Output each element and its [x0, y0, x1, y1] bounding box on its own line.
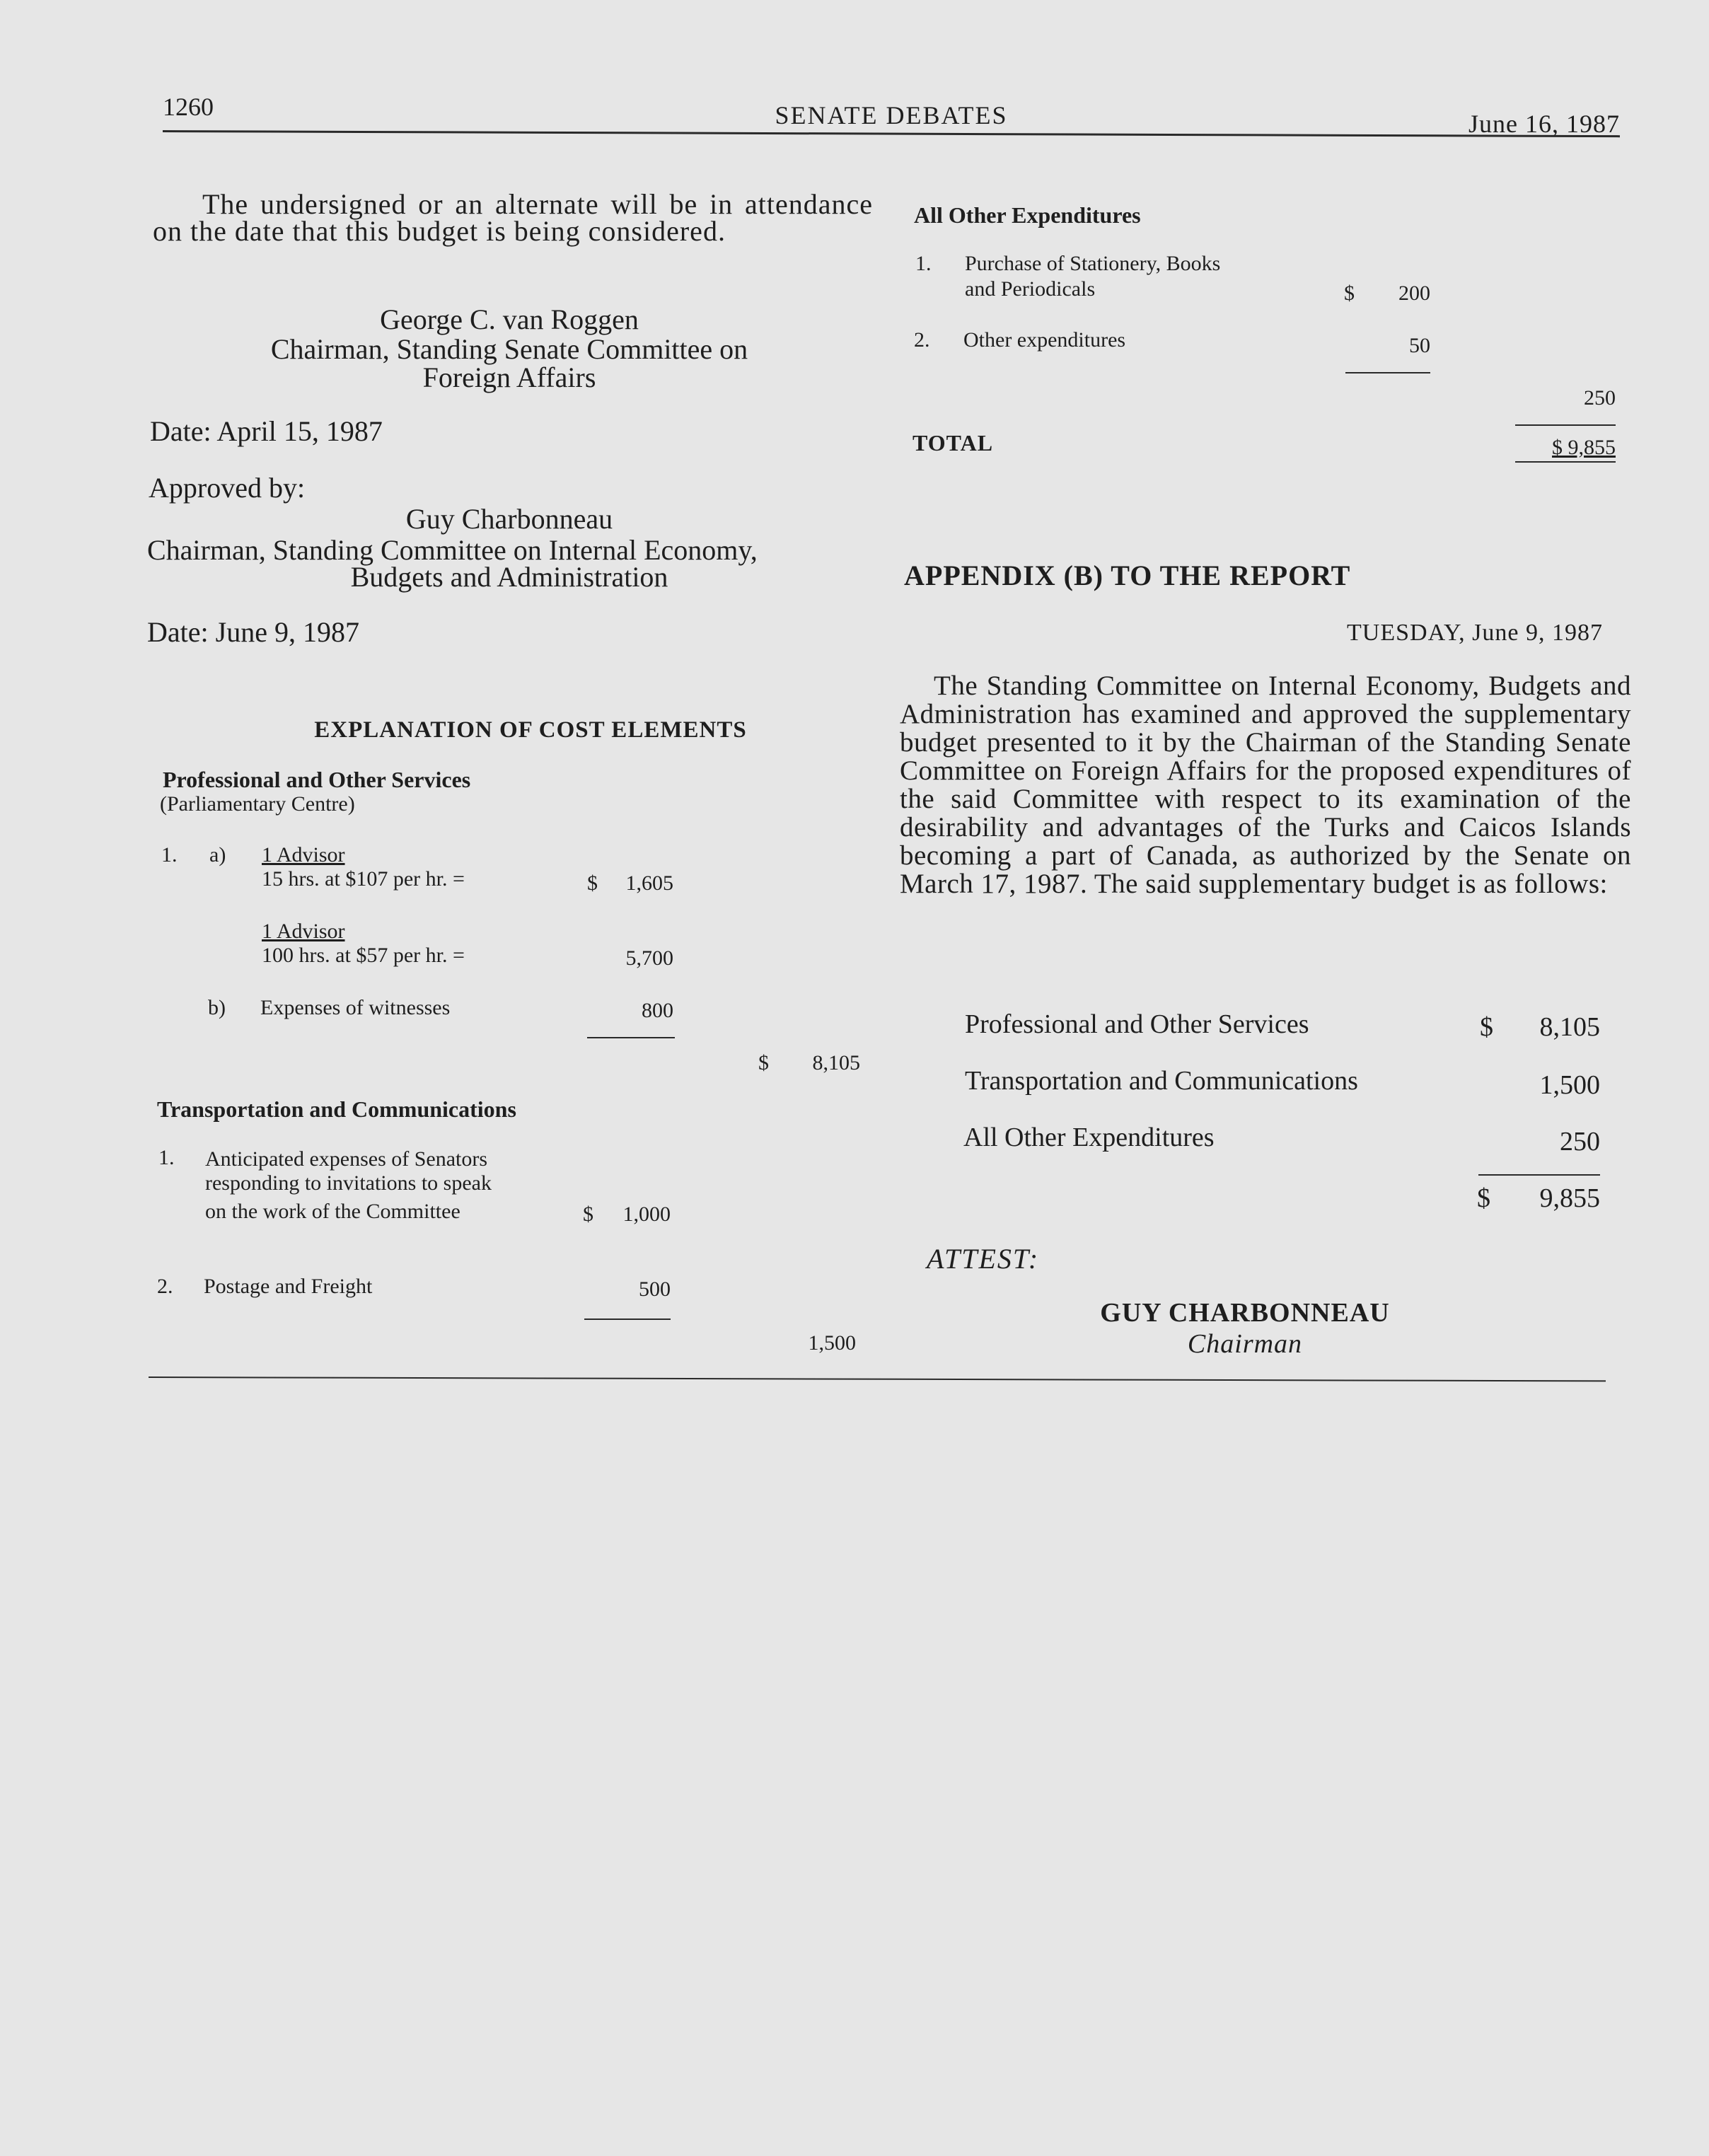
summary-row-amount: 8,105	[1539, 1012, 1600, 1042]
other-item1-line1: Purchase of Stationery, Books	[965, 252, 1221, 275]
prof-b-label: b)	[208, 996, 226, 1019]
other-heading: All Other Expenditures	[914, 202, 1141, 228]
transport-item1-dollar: $	[583, 1202, 593, 1226]
prof-sum-rule	[587, 1037, 675, 1038]
transport-item1-amount: 1,000	[622, 1202, 671, 1226]
advisor1-label: 1 Advisor	[262, 843, 345, 867]
signer1-title-line1: Chairman, Standing Senate Committee on	[270, 333, 748, 365]
appendix-date: TUESDAY, June 9, 1987	[1347, 620, 1603, 646]
footer-rule	[149, 1377, 1606, 1381]
advisor1-dollar: $	[587, 871, 598, 895]
page-title: SENATE DEBATES	[775, 101, 1008, 129]
transport-item1-number: 1.	[158, 1146, 175, 1169]
total-label: TOTAL	[913, 430, 994, 456]
transport-item1-line2: responding to invitations to speak	[205, 1171, 492, 1195]
attest-signer-name: GUY CHARBONNEAU	[1100, 1298, 1390, 1328]
transport-item2-number: 2.	[157, 1275, 173, 1298]
other-item2-number: 2.	[914, 328, 930, 352]
prof-total: 8,105	[812, 1051, 860, 1074]
signer2-title-line2: Budgets and Administration	[350, 561, 668, 593]
transport-item2-amount: 500	[639, 1277, 671, 1301]
transport-item1-line3: on the work of the Committee	[205, 1200, 460, 1223]
signer2-name: Guy Charbonneau	[405, 503, 613, 535]
transport-item1-line1: Anticipated expenses of Senators	[205, 1147, 488, 1171]
prof-item-number: 1.	[161, 843, 178, 867]
summary-row-dollar: $	[1480, 1012, 1493, 1042]
other-sum-rule	[1345, 372, 1430, 373]
prof-subheading: (Parliamentary Centre)	[160, 792, 355, 816]
appendix-paragraph: The Standing Committee on Internal Economy, Budgets and Administration has examined and approved the supplementary budget presented to it by the Chairman of the Standing Senate Committee on Foreign Affairs for the proposed expenditures of the said Committee with respect to its examination of the desirability and advantages of the Turks and Caicos Islands becoming a part of Canada, as authorized by the Senate on March 17, 1987. The said supplementary budget is as follows:	[900, 671, 1631, 899]
summary-total: 9,855	[1539, 1183, 1600, 1213]
transport-total: 1,500	[808, 1331, 856, 1355]
appendix-heading: APPENDIX (B) TO THE REPORT	[904, 560, 1351, 591]
header-date: June 16, 1987	[1468, 110, 1620, 138]
witnesses-amount: 800	[642, 999, 673, 1022]
approved-by: Approved by:	[149, 472, 306, 504]
advisor1-detail: 15 hrs. at $107 per hr. =	[262, 867, 465, 891]
summary-row-amount: 1,500	[1539, 1070, 1600, 1100]
summary-row-label: All Other Expenditures	[963, 1123, 1215, 1152]
intro-paragraph: The undersigned or an alternate will be in attendance on the date that this budget is being considered.	[153, 188, 873, 247]
other-item1-dollar: $	[1344, 282, 1355, 305]
summary-row-amount: 250	[1560, 1127, 1600, 1157]
other-item1-line2: and Periodicals	[965, 277, 1096, 301]
total-double-rule	[1515, 461, 1616, 463]
other-item1-amount: 200	[1398, 282, 1430, 305]
transport-sum-rule	[584, 1318, 671, 1320]
other-item1-number: 1.	[915, 252, 932, 275]
signer1-title-line2: Foreign Affairs	[422, 361, 596, 393]
summary-row-label: Transportation and Communications	[965, 1066, 1358, 1096]
signer2-title-line1: Chairman, Standing Committee on Internal Economy,	[147, 534, 758, 566]
date-april: Date: April 15, 1987	[150, 415, 383, 447]
signer1-name: George C. van Roggen	[380, 303, 639, 335]
advisor2-amount: 5,700	[625, 946, 673, 970]
witnesses-label: Expenses of witnesses	[260, 996, 451, 1019]
date-june: Date: June 9, 1987	[147, 616, 359, 648]
summary-row-label: Professional and Other Services	[965, 1009, 1309, 1039]
advisor2-label: 1 Advisor	[262, 920, 345, 943]
transport-heading: Transportation and Communications	[157, 1096, 516, 1122]
summary-sum-rule	[1478, 1174, 1600, 1176]
prof-total-dollar: $	[758, 1051, 769, 1074]
total-top-rule	[1515, 424, 1616, 426]
prof-a-label: a)	[209, 843, 226, 867]
other-item2-label: Other expenditures	[963, 328, 1126, 352]
page-number: 1260	[163, 93, 214, 121]
advisor1-amount: 1,605	[625, 871, 673, 895]
attest-signer-title: Chairman	[1187, 1329, 1303, 1359]
summary-total-dollar: $	[1477, 1183, 1490, 1213]
attest-label: ATTEST:	[927, 1243, 1040, 1275]
other-item2-amount: 50	[1409, 334, 1430, 357]
total-value: $ 9,855	[1552, 436, 1616, 459]
advisor2-detail: 100 hrs. at $57 per hr. =	[262, 944, 465, 967]
prof-heading: Professional and Other Services	[163, 767, 471, 792]
transport-item2-label: Postage and Freight	[204, 1275, 373, 1298]
other-subtotal: 250	[1584, 386, 1616, 410]
explanation-heading: EXPLANATION OF COST ELEMENTS	[314, 717, 747, 743]
